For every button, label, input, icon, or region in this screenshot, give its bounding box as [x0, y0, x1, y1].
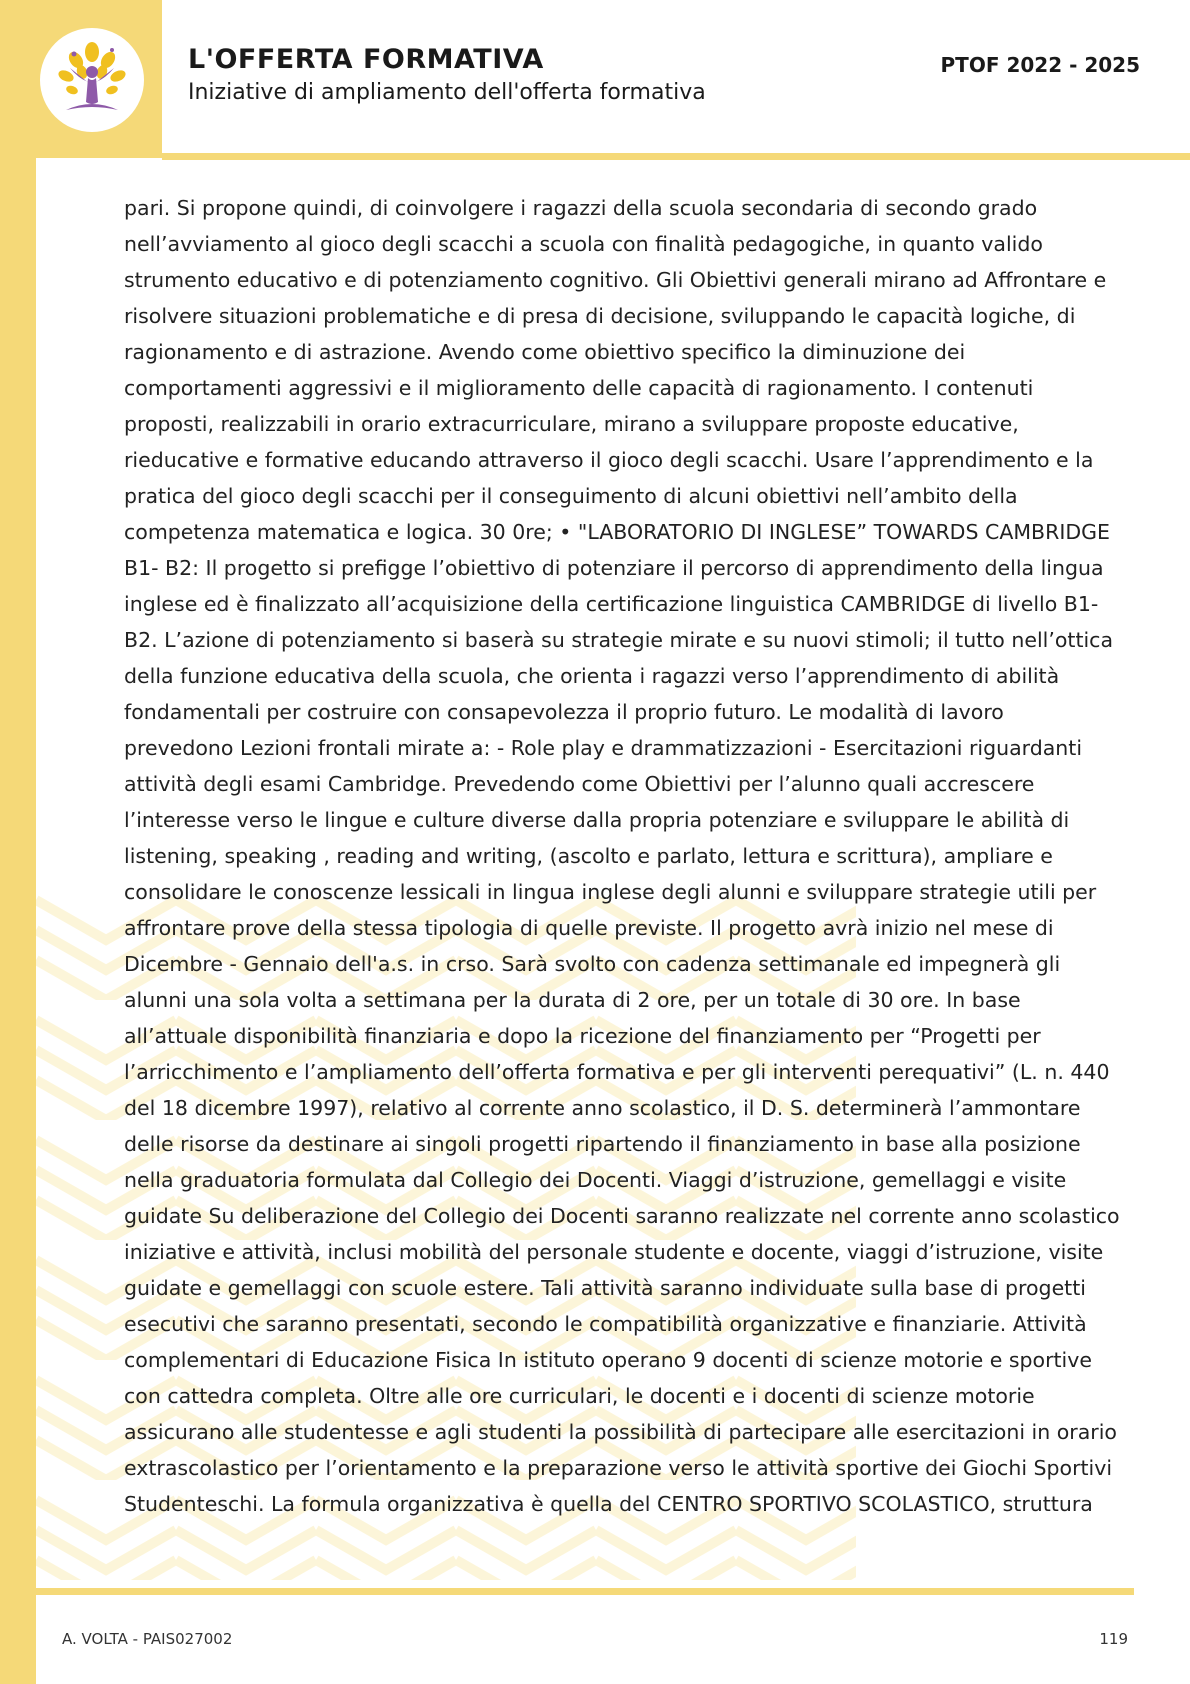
tree-logo-icon [52, 38, 132, 122]
body-line: consolidare le conoscenze lessicali in lingua inglese degli alunni e sviluppare strategie utili per [124, 880, 1097, 904]
body-line: competenza matematica e logica. 30 0re; • "LABORATORIO DI INGLESE” TOWARDS CAMBRIDGE [124, 520, 1111, 544]
body-line: della funzione educativa della scuola, che orienta i ragazzi verso l’apprendimento di abilità [124, 664, 1060, 688]
body-line: Studenteschi. La formula organizzativa è quella del CENTRO SPORTIVO SCOLASTICO, struttura [124, 1492, 1093, 1516]
body-line: nella graduatoria formulata dal Collegio dei Docenti. Viaggi d’istruzione, gemellaggi e visite [124, 1168, 1067, 1192]
body-line: listening, speaking , reading and writing, (ascolto e parlato, lettura e scrittura), ampliare e [124, 844, 1053, 868]
body-line: alunni una sola volta a settimana per la durata di 2 ore, per un totale di 30 ore. In base [124, 988, 1021, 1012]
left-accent-band [0, 0, 36, 1684]
school-logo [40, 28, 144, 132]
body-line: extrascolastico per l’orientamento e la preparazione verso le attività sportive dei Giochi Sportivi [124, 1456, 1113, 1480]
body-line: l’interesse verso le lingue e culture diverse dalla propria potenziare e sviluppare le abilità di [124, 808, 1070, 832]
body-text [124, 190, 1119, 1522]
body-line: guidate Su deliberazione del Collegio dei Docenti saranno realizzate nel corrente anno scolastico [124, 1204, 1120, 1228]
body-line: fondamentali per costruire con consapevolezza il proprio futuro. Le modalità di lavoro [124, 700, 1004, 724]
body-line: nell’avviamento al gioco degli scacchi a scuola con finalità pedagogiche, in quanto valido [124, 232, 1043, 256]
body-line: assicurano alle studentesse e agli studenti la possibilità di partecipare alle esercitazioni in orario [124, 1420, 1117, 1444]
page-subtitle: Iniziative di ampliamento dell'offerta formativa [188, 80, 706, 105]
body-line: guidate e gemellaggi con scuole estere. Tali attività saranno individuate sulla base di progetti [124, 1276, 1086, 1300]
body-line: B2. L’azione di potenziamento si baserà su strategie mirate e su nuovi stimoli; il tutto nell’ottica [124, 628, 1114, 652]
body-line: rieducative e formative educando attraverso il gioco degli scacchi. Usare l’apprendimento e la [124, 448, 1094, 472]
footer-school-code: A. VOLTA - PAIS027002 [62, 1630, 233, 1648]
page-title: L'OFFERTA FORMATIVA [188, 44, 544, 75]
ptof-label: PTOF 2022 - 2025 [940, 53, 1140, 77]
body-line: prevedono Lezioni frontali mirate a: - Role play e drammatizzazioni - Esercitazioni riguardanti [124, 736, 1083, 760]
body-line: proposti, realizzabili in orario extracurriculare, mirano a sviluppare proposte educative, [124, 412, 1019, 436]
body-line: l’arricchimento e l’ampliamento dell’offerta formativa e per gli interventi perequativi” (L. n. 440 [124, 1060, 1110, 1084]
body-line: Dicembre - Gennaio dell'a.s. in crso. Sarà svolto con cadenza settimanale ed impegnerà gli [124, 952, 1061, 976]
body-line: con cattedra completa. Oltre alle ore curriculari, le docenti e i docenti di scienze motorie [124, 1384, 1035, 1408]
body-line: pari. Si propone quindi, di coinvolgere i ragazzi della scuola secondaria di secondo grado [124, 196, 1038, 220]
body-line: inglese ed è finalizzato all’acquisizione della certificazione linguistica CAMBRIDGE di livello B1- [124, 592, 1099, 616]
body-line: esecutivi che saranno presentati, secondo le compatibilità organizzative e finanziarie. Attività [124, 1312, 1087, 1336]
body-line: affrontare prove della stessa tipologia di quelle previste. Il progetto avrà inizio nel mese di [124, 916, 1054, 940]
body-line: strumento educativo e di potenziamento cognitivo. Gli Obiettivi generali mirano ad Affrontare e [124, 268, 1107, 292]
body-line: ragionamento e di astrazione. Avendo come obiettivo specifico la diminuzione dei [124, 340, 966, 364]
body-line: B1- B2: Il progetto si prefigge l’obiettivo di potenziare il percorso di apprendimento della lingua [124, 556, 1104, 580]
body-line: all’attuale disponibilità finanziaria e dopo la ricezione del finanziamento per “Progetti per [124, 1024, 1041, 1048]
header-divider [162, 153, 1190, 160]
body-line: iniziative e attività, inclusi mobilità del personale studente e docente, viaggi d’istruzione, visite [124, 1240, 1104, 1264]
body-line: del 18 dicembre 1997), relativo al corrente anno scolastico, il D. S. determinerà l’ammontare [124, 1096, 1081, 1120]
body-line: pratica del gioco degli scacchi per il conseguimento di alcuni obiettivi nell’ambito della [124, 484, 1018, 508]
body-line: attività degli esami Cambridge. Prevedendo come Obiettivi per l’alunno quali accrescere [124, 772, 1035, 796]
body-line: risolvere situazioni problematiche e di presa di decisione, sviluppando le capacità logiche, di [124, 304, 1076, 328]
footer-divider [36, 1588, 1134, 1595]
body-line: comportamenti aggressivi e il miglioramento delle capacità di ragionamento. I contenuti [124, 376, 1034, 400]
page-number: 119 [1099, 1630, 1128, 1648]
body-line: complementari di Educazione Fisica In istituto operano 9 docenti di scienze motorie e sportive [124, 1348, 1092, 1372]
body-line: delle risorse da destinare ai singoli progetti ripartendo il finanziamento in base alla posizione [124, 1132, 1081, 1156]
